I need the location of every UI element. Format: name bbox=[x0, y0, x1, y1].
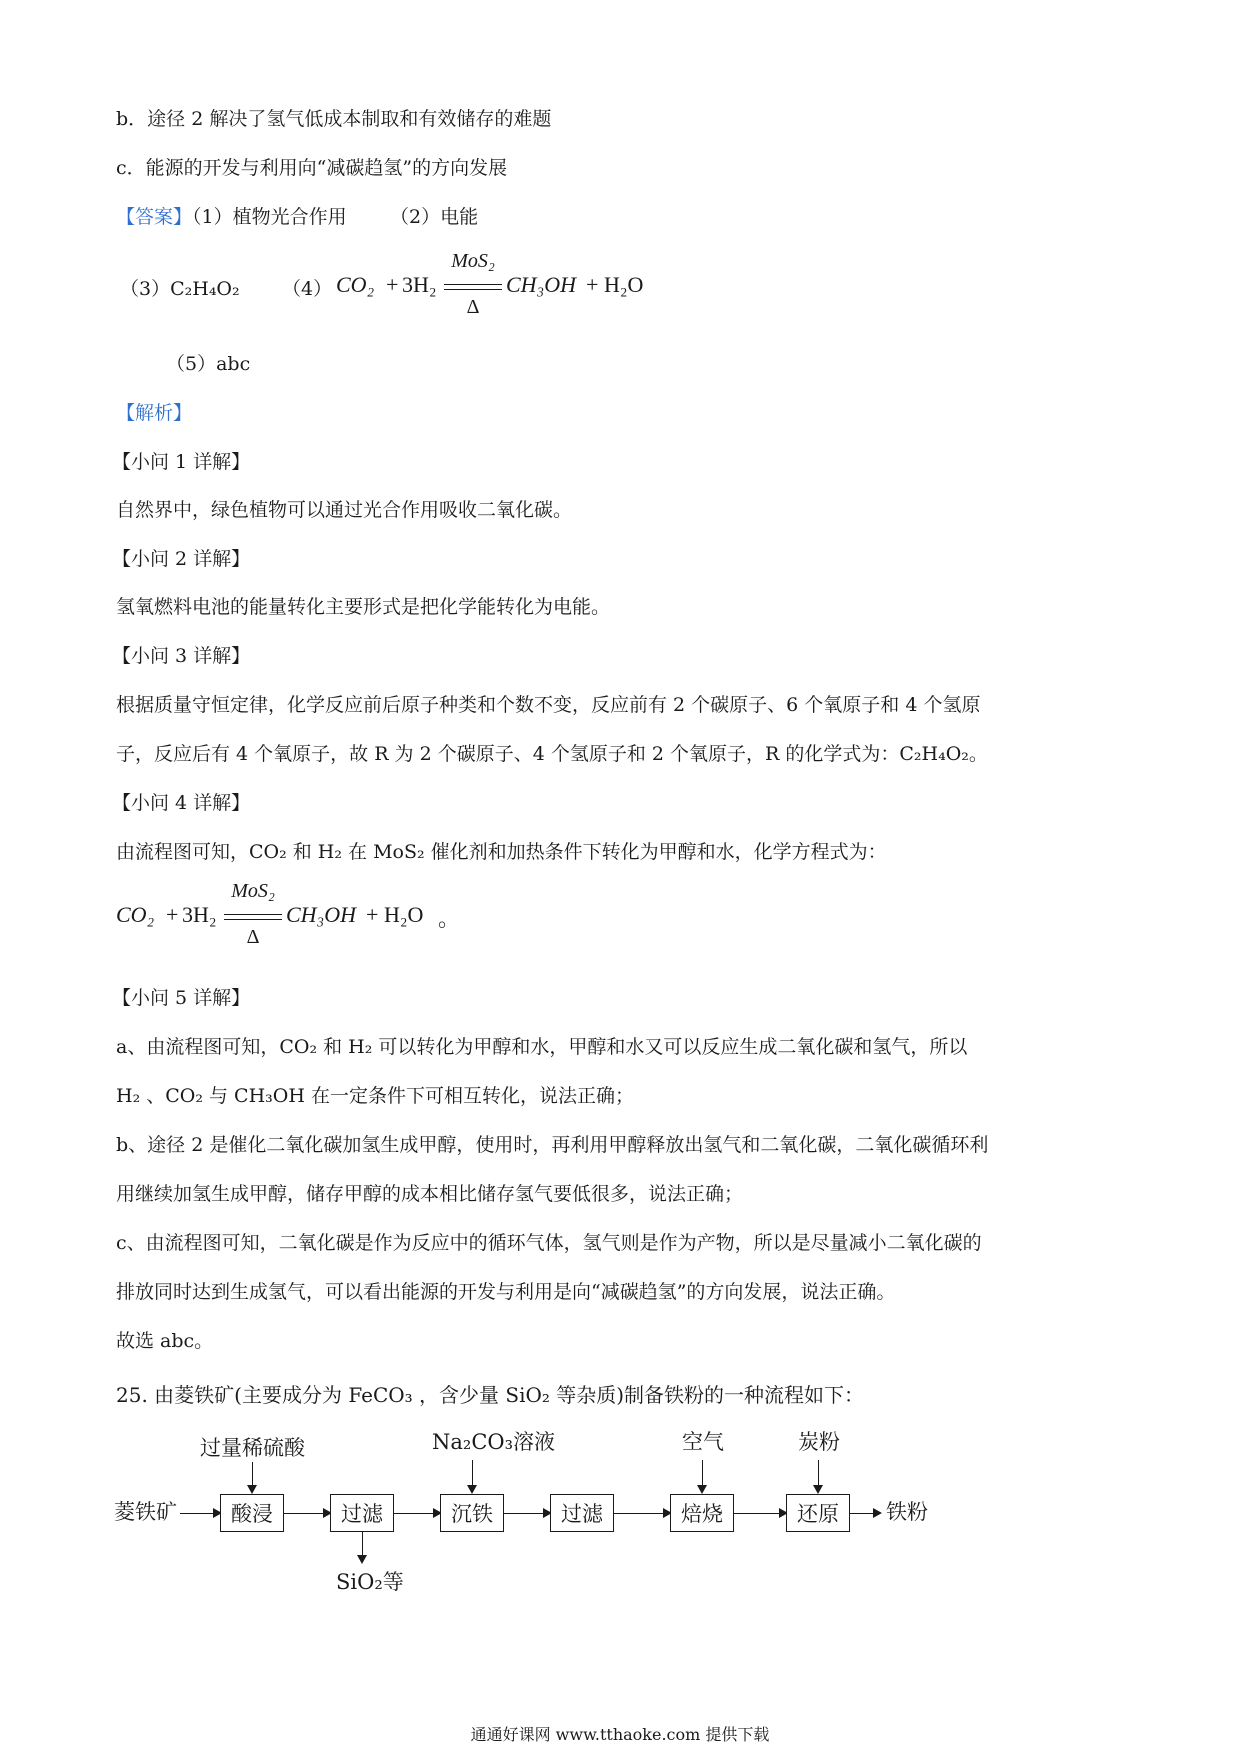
flow-input-acid: 过量稀硫酸 bbox=[200, 1436, 305, 1460]
subq4-text: 由流程图可知，CO₂ 和 H₂ 在 MoS₂ 催化剂和加热条件下转化为甲醇和水，化学方程式为： bbox=[116, 841, 887, 863]
flow-arrow bbox=[614, 1513, 670, 1514]
flow-arrow bbox=[504, 1513, 550, 1514]
flow-arrow bbox=[850, 1513, 880, 1514]
answer-q2: （2）电能 bbox=[390, 206, 479, 228]
flow-arrow bbox=[818, 1460, 819, 1492]
subq5-b-line2: 用继续加氢生成甲醇，储存甲醇的成本相比储存氢气要低很多，说法正确； bbox=[116, 1183, 744, 1205]
answer-q5: （5）abc bbox=[166, 353, 251, 375]
flow-step-precipitate: 沉铁 bbox=[440, 1494, 504, 1532]
flow-arrow bbox=[702, 1460, 703, 1492]
flow-step-filter-2: 过滤 bbox=[550, 1494, 614, 1532]
flow-start-label: 菱铁矿 bbox=[114, 1500, 177, 1524]
flow-step-reduce: 还原 bbox=[786, 1494, 850, 1532]
flow-byproduct: SiO₂等 bbox=[336, 1570, 404, 1594]
flow-step-roast: 焙烧 bbox=[670, 1494, 734, 1532]
answer-q3: （3）C₂H₄O₂ bbox=[120, 278, 240, 300]
answer-label: 【答案】（1）植物光合作用 bbox=[116, 206, 347, 228]
answer-q4-label: （4） bbox=[282, 278, 333, 300]
subq1-heading: 【小问 1 详解】 bbox=[112, 451, 251, 473]
subq5-a-line1: a、由流程图可知，CO₂ 和 H₂ 可以转化为甲醇和水，甲醇和水又可以反应生成二氧化碳和氢气，所以 bbox=[116, 1036, 968, 1058]
flow-input-na2co3: Na₂CO₃溶液 bbox=[432, 1430, 556, 1454]
question-25: 25. 由菱铁矿(主要成分为 FeCO₃ ，含少量 SiO₂ 等杂质)制备铁粉的一种流程如下： bbox=[116, 1383, 865, 1407]
subq2-text: 氢氧燃料电池的能量转化主要形式是把化学能转化为电能。 bbox=[116, 596, 611, 618]
flow-step-acid-leach: 酸浸 bbox=[220, 1494, 284, 1532]
flow-input-air: 空气 bbox=[682, 1430, 724, 1454]
subq4-heading: 【小问 4 详解】 bbox=[112, 792, 251, 814]
chemical-equation-answer: CO₂ + 3H₂ MoS₂ Δ CH₃OH + H₂O bbox=[336, 250, 644, 318]
subq5-b-line1: b、途径 2 是催化二氧化碳加氢生成甲醇，使用时，再利用甲醇释放出氢气和二氧化碳，二氧化碳循环利 bbox=[116, 1134, 989, 1156]
option-b: b．途径 2 解决了氢气低成本制取和有效储存的难题 bbox=[116, 108, 552, 130]
flow-step-filter-1: 过滤 bbox=[330, 1494, 394, 1532]
option-c: c．能源的开发与利用向“减碳趋氢”的方向发展 bbox=[116, 157, 508, 179]
answer-q1: （1）植物光合作用 bbox=[192, 206, 347, 228]
flow-arrow bbox=[252, 1462, 253, 1492]
analysis-label: 【解析】 bbox=[116, 402, 193, 424]
flow-arrow bbox=[394, 1513, 440, 1514]
subq3-line2: 子，反应后有 4 个氧原子，故 R 为 2 个碳原子、4 个氢原子和 2 个氧原子，R 的化学式为：C₂H₄O₂。 bbox=[116, 743, 988, 765]
chemical-equation-analysis: CO₂ + 3H₂ MoS₂ Δ CH₃OH + H₂O 。 bbox=[116, 880, 461, 948]
subq3-heading: 【小问 3 详解】 bbox=[112, 645, 251, 667]
flow-arrow bbox=[180, 1513, 220, 1514]
flow-end-label: 铁粉 bbox=[886, 1500, 928, 1524]
flow-arrow bbox=[362, 1532, 363, 1562]
subq5-a-line2: H₂ 、CO₂ 与 CH₃OH 在一定条件下可相互转化，说法正确； bbox=[116, 1085, 634, 1107]
subq2-heading: 【小问 2 详解】 bbox=[112, 548, 251, 570]
subq5-c-line2: 排放同时达到生成氢气，可以看出能源的开发与利用是向“减碳趋氢”的方向发展，说法正确。 bbox=[116, 1281, 896, 1303]
flow-arrow bbox=[734, 1513, 786, 1514]
process-flowchart bbox=[110, 1410, 990, 1610]
page-footer: 通通好课网 www.tthaoke.com 提供下载 bbox=[470, 1725, 770, 1744]
flow-arrow bbox=[472, 1460, 473, 1492]
flow-arrow bbox=[284, 1513, 330, 1514]
subq3-line1: 根据质量守恒定律，化学反应前后原子种类和个数不变，反应前有 2 个碳原子、6 个氧原子和 4 个氢原 bbox=[116, 694, 981, 716]
subq5-heading: 【小问 5 详解】 bbox=[112, 987, 251, 1009]
flow-input-carbon: 炭粉 bbox=[798, 1430, 840, 1454]
subq5-c-line1: c、由流程图可知，二氧化碳是作为反应中的循环气体，氢气则是作为产物，所以是尽量减小二氧化碳的 bbox=[116, 1232, 982, 1254]
subq5-conclusion: 故选 abc。 bbox=[116, 1330, 214, 1352]
subq1-text: 自然界中，绿色植物可以通过光合作用吸收二氧化碳。 bbox=[116, 499, 573, 521]
